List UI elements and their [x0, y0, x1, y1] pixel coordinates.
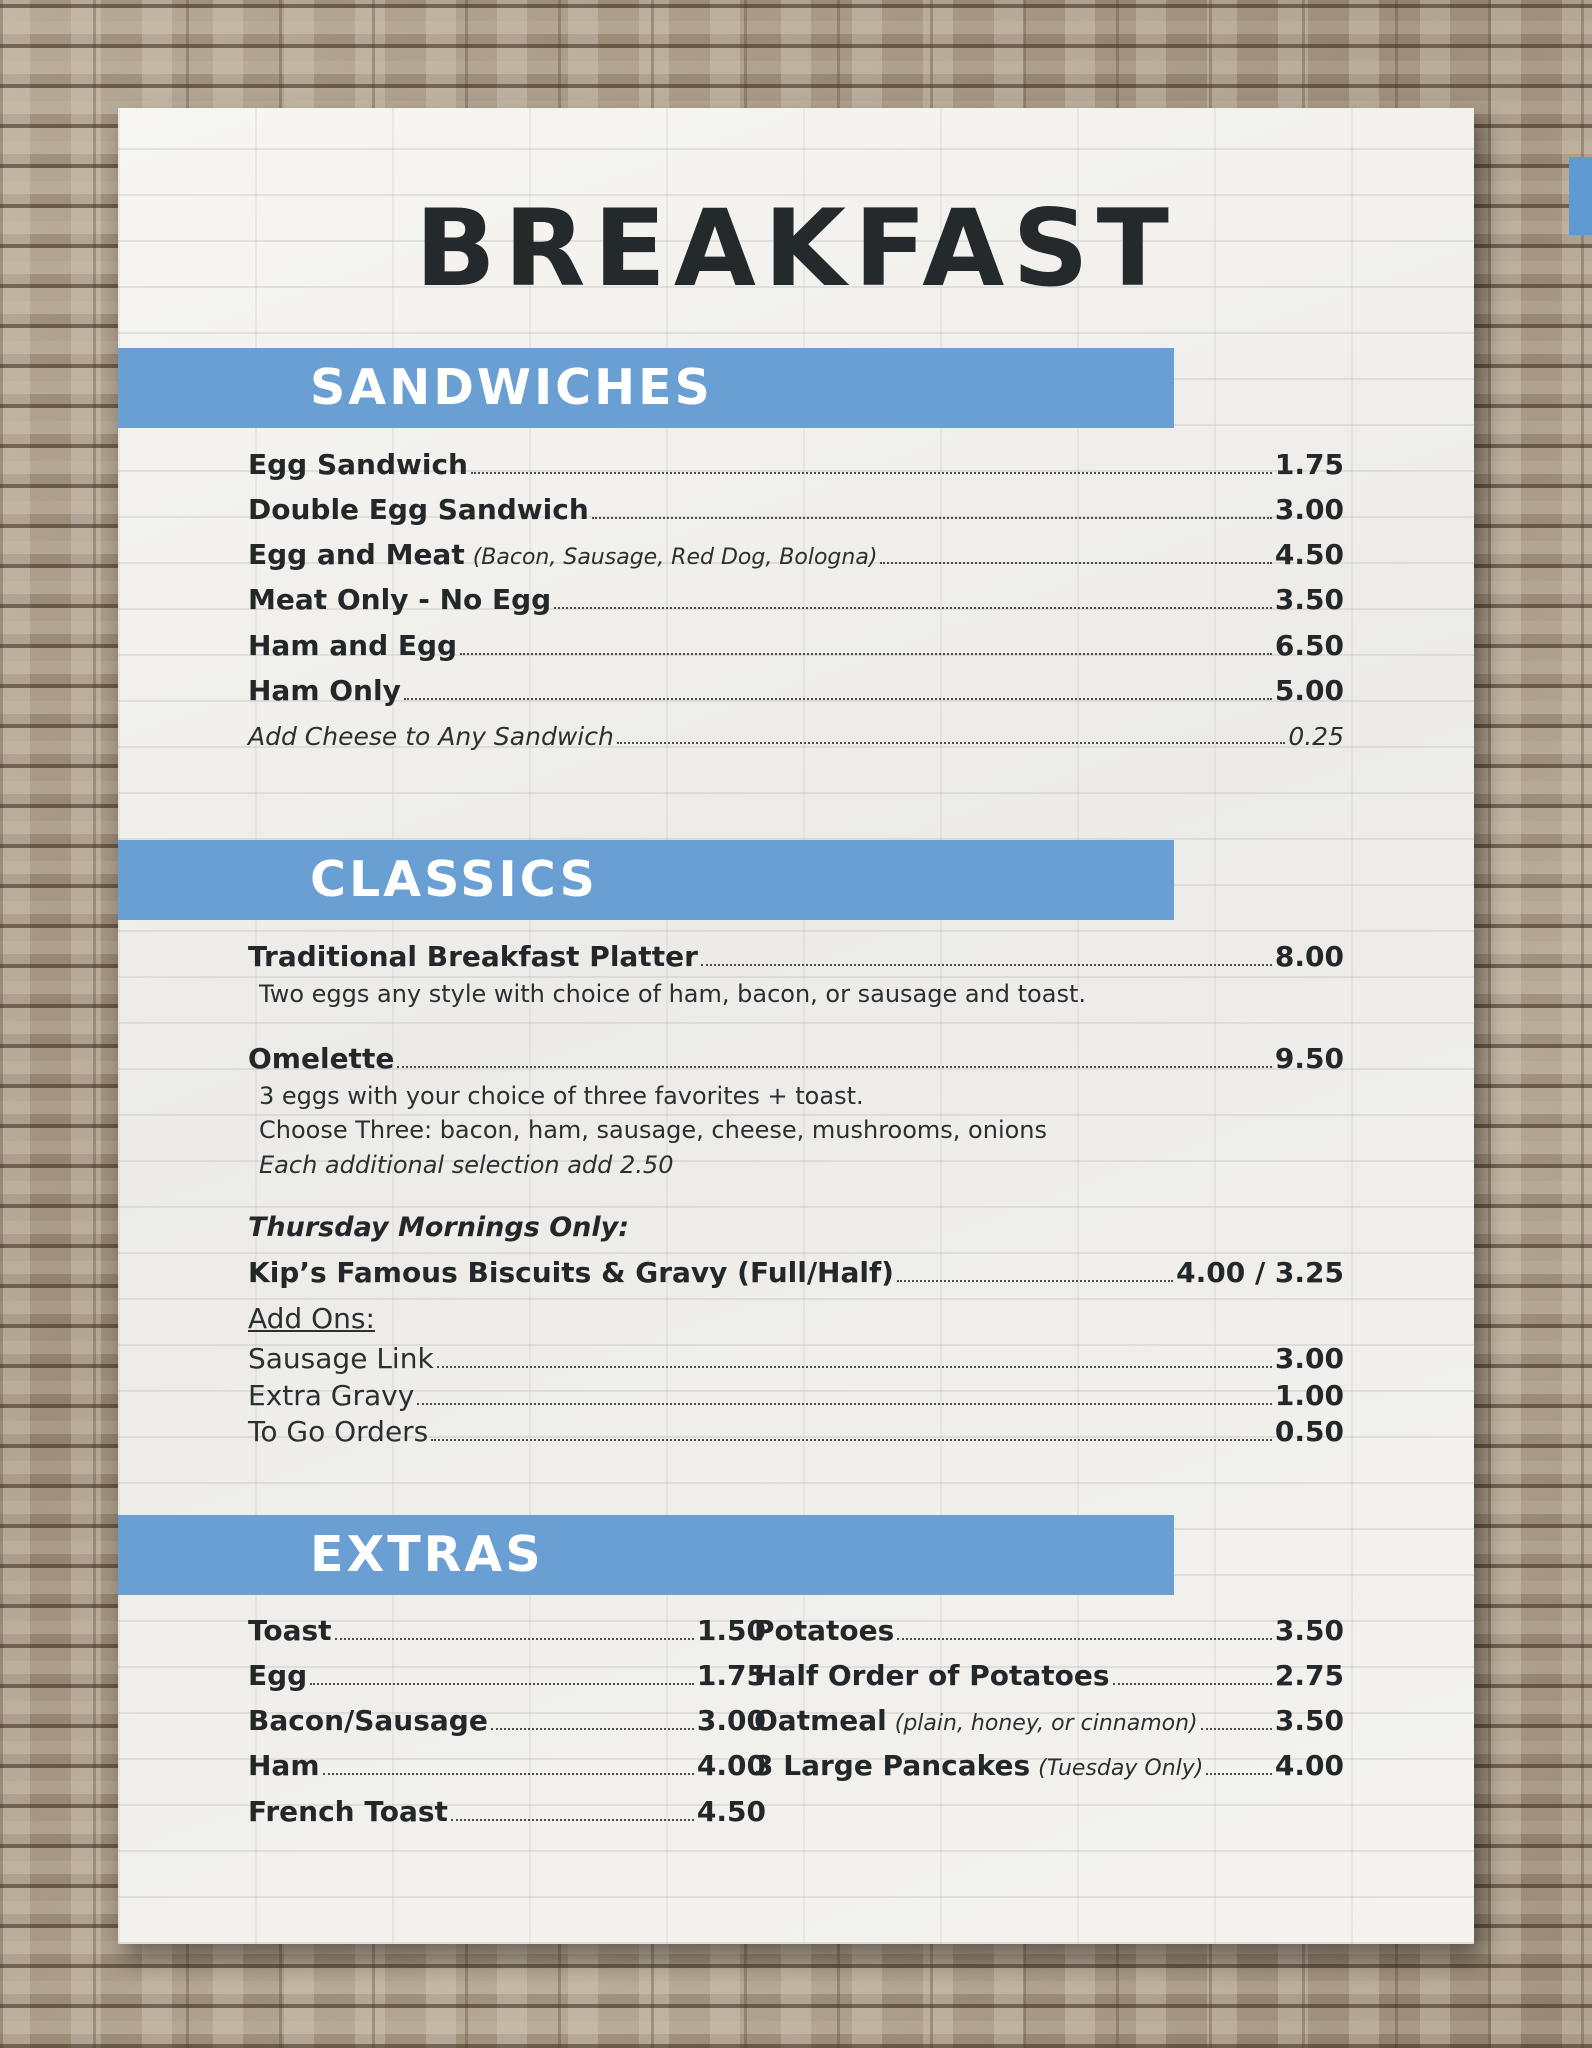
dot-leader: [404, 697, 1272, 700]
item-name: Kip’s Famous Biscuits & Gravy (Full/Half): [248, 1256, 894, 1289]
item-name: Double Egg Sandwich: [248, 493, 589, 526]
dot-leader: [897, 1637, 1272, 1640]
item-price: 6.50: [1274, 629, 1344, 662]
extras-heading: EXTRAS: [310, 1526, 544, 1583]
sandwiches-heading: SANDWICHES: [310, 359, 713, 416]
menu-title: BREAKFAST: [415, 187, 1177, 310]
extra-item-french-toast: [248, 1795, 766, 1828]
dot-leader: [897, 1279, 1173, 1282]
item-price: 1.75: [696, 1659, 766, 1692]
item-name: French Toast: [248, 1795, 448, 1828]
add-ons-heading: Add Ons:: [248, 1302, 375, 1335]
platter-description: Two eggs any style with choice of ham, bacon, or sausage and toast.: [259, 980, 1086, 1008]
item-price: 3.50: [1274, 1614, 1344, 1647]
item-price: 5.00: [1274, 674, 1344, 707]
dot-leader: [617, 741, 1286, 744]
item-price: 3.00: [1274, 1342, 1344, 1375]
item-name: Omelette: [248, 1042, 395, 1075]
menu-item-biscuits-gravy: [248, 1256, 1344, 1289]
item-price: 9.50: [1274, 1042, 1344, 1075]
extra-item-ham: [248, 1749, 766, 1782]
item-price: 2.75: [1274, 1659, 1344, 1692]
item-price: 4.50: [1274, 538, 1344, 571]
item-price: 4.00: [696, 1749, 766, 1782]
extra-item-egg: [248, 1659, 766, 1692]
item-name: 3 Large Pancakes: [754, 1749, 1031, 1782]
omelette-choices: Choose Three: bacon, ham, sausage, cheese, mushrooms, onions: [259, 1116, 1048, 1144]
dot-leader: [1201, 1727, 1272, 1730]
menu-item-egg-sandwich: [248, 448, 1344, 481]
extra-item-oatmeal: [754, 1704, 1344, 1737]
dot-leader: [460, 652, 1272, 655]
extras-header-band: [118, 1515, 1174, 1595]
dot-leader: [554, 606, 1272, 609]
item-name: Ham Only: [248, 674, 401, 707]
item-name: Traditional Breakfast Platter: [248, 940, 698, 973]
item-name: To Go Orders: [248, 1415, 429, 1448]
classics-header-band: [118, 840, 1174, 920]
dot-leader: [1113, 1682, 1272, 1685]
item-note: (plain, honey, or cinnamon): [894, 1711, 1198, 1736]
item-price: 0.50: [1274, 1415, 1344, 1448]
item-name: Extra Gravy: [248, 1379, 415, 1412]
dot-leader: [451, 1818, 694, 1821]
dot-leader: [880, 561, 1271, 564]
item-name: Bacon/Sausage: [248, 1704, 488, 1737]
item-name: Ham and Egg: [248, 629, 458, 662]
menu-item-double-egg-sandwich: [248, 493, 1344, 526]
dot-leader: [491, 1727, 694, 1730]
extra-item-potatoes: [754, 1614, 1344, 1647]
extra-item-half-potatoes: [754, 1659, 1344, 1692]
menu-page: [118, 108, 1474, 1944]
dot-leader: [592, 516, 1272, 519]
item-name: Ham: [248, 1749, 320, 1782]
item-name: Oatmeal: [754, 1704, 887, 1737]
item-price: 4.00 / 3.25: [1176, 1256, 1344, 1289]
menu-item-meat-only: [248, 583, 1344, 616]
addon-sausage-link: [248, 1342, 1344, 1375]
item-name: Add Cheese to Any Sandwich: [248, 722, 614, 751]
dot-leader: [701, 963, 1272, 966]
item-price: 3.00: [696, 1704, 766, 1737]
item-name: Egg: [248, 1659, 308, 1692]
item-price: 0.25: [1288, 722, 1344, 751]
dot-leader: [335, 1637, 694, 1640]
omelette-additional-note: Each additional selection add 2.50: [259, 1151, 674, 1179]
extra-item-pancakes: [754, 1749, 1344, 1782]
addon-extra-gravy: [248, 1379, 1344, 1412]
dot-leader: [431, 1438, 1272, 1441]
classics-heading: CLASSICS: [310, 851, 598, 908]
menu-item-breakfast-platter: [248, 940, 1344, 973]
dot-leader: [437, 1365, 1272, 1368]
item-name: Half Order of Potatoes: [754, 1659, 1110, 1692]
dot-leader: [323, 1772, 694, 1775]
menu-item-ham-and-egg: [248, 629, 1344, 662]
menu-item-egg-and-meat: [248, 538, 1344, 571]
item-price: 8.00: [1274, 940, 1344, 973]
item-name: Egg Sandwich: [248, 448, 468, 481]
item-note: (Tuesday Only): [1038, 1756, 1204, 1781]
item-price: 3.50: [1274, 583, 1344, 616]
item-name: Meat Only - No Egg: [248, 583, 552, 616]
item-price: 1.75: [1274, 448, 1344, 481]
sandwiches-header-band: [118, 348, 1174, 428]
menu-item-add-cheese: [248, 722, 1344, 751]
omelette-description: 3 eggs with your choice of three favorites + toast.: [259, 1082, 864, 1110]
item-name: Egg and Meat: [248, 538, 465, 571]
thursday-heading: Thursday Mornings Only:: [248, 1212, 630, 1243]
item-name: Potatoes: [754, 1614, 895, 1647]
addon-to-go-orders: [248, 1415, 1344, 1448]
extra-item-toast: [248, 1614, 766, 1647]
dot-leader: [310, 1682, 694, 1685]
edge-tab-decoration: [1569, 157, 1592, 235]
item-price: 4.00: [1274, 1749, 1344, 1782]
item-price: 1.00: [1274, 1379, 1344, 1412]
dot-leader: [1206, 1772, 1272, 1775]
dot-leader: [417, 1402, 1272, 1405]
item-price: 4.50: [696, 1795, 766, 1828]
item-name: Toast: [248, 1614, 332, 1647]
item-price: 3.50: [1274, 1704, 1344, 1737]
menu-item-ham-only: [248, 674, 1344, 707]
dot-leader: [397, 1065, 1272, 1068]
dot-leader: [471, 471, 1272, 474]
item-price: 1.50: [696, 1614, 766, 1647]
extra-item-bacon-sausage: [248, 1704, 766, 1737]
item-name: Sausage Link: [248, 1342, 434, 1375]
menu-item-omelette: [248, 1042, 1344, 1075]
item-note: (Bacon, Sausage, Red Dog, Bologna): [472, 545, 878, 570]
item-price: 3.00: [1274, 493, 1344, 526]
